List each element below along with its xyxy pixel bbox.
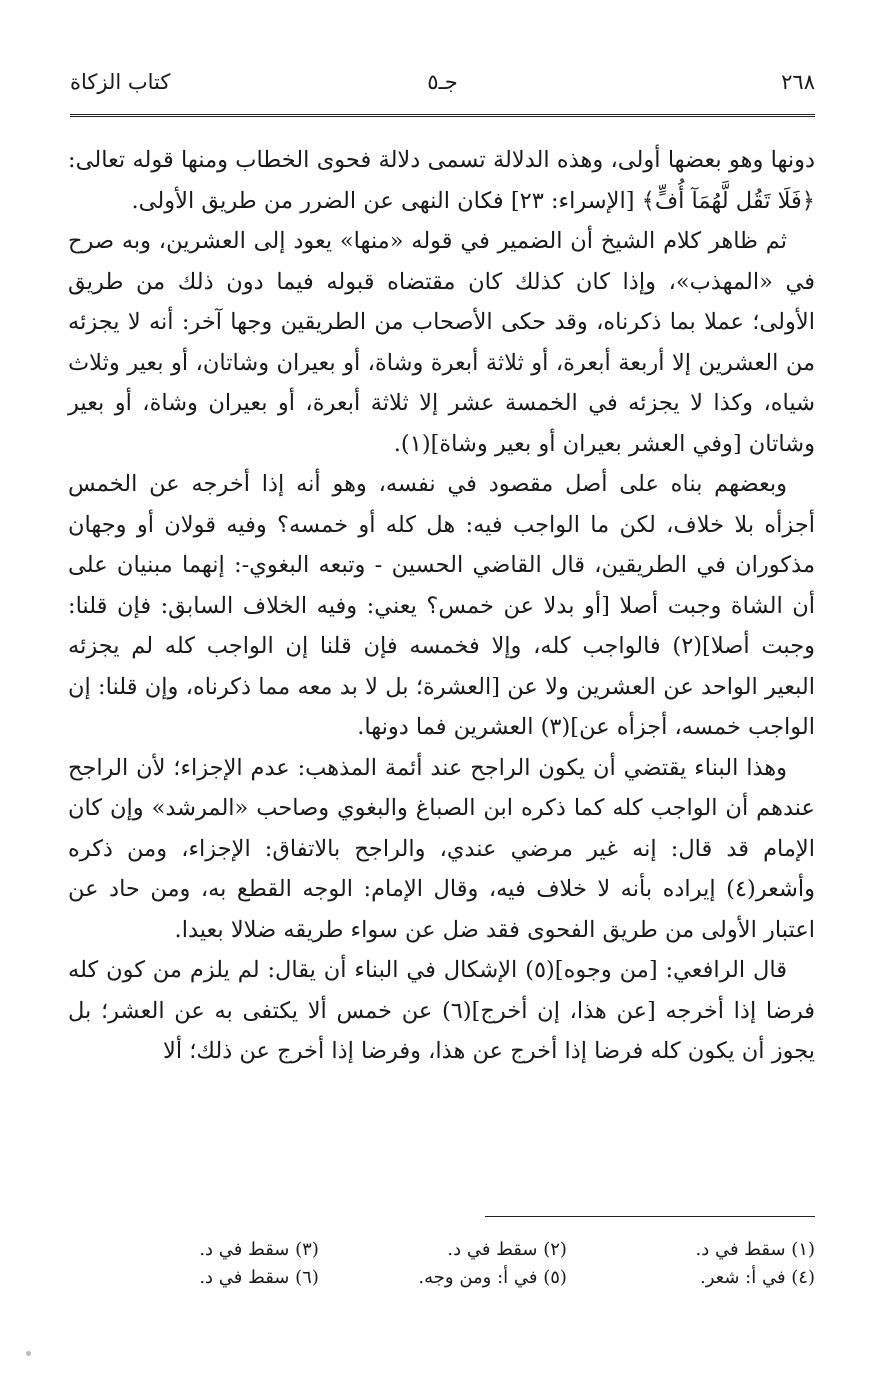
paragraph: ثم ظاهر كلام الشيخ أن الضمير في قوله «منها» يعود إلى العشرين، وبه صرح في «المهذب»، وإذا كان كذلك كان مقتضاه قبوله فيما دون ذلك من طريق الأولى؛ عملا بما ذكرناه، وقد حكى الأصحاب من الطريقين وجها آخر: أنه لا يجزئه من العشرين إلا أربعة أبعرة، أو ثلاثة أبعرة وشاة، أو بعيران وشاتان، أو بعير وثلاث شياه، وكذا لا يجزئه في الخمسة عشر إلا ثلاثة أبعرة، أو بعيران وشاة، أو بعير وشاتان [وفي العشر بعيران أو بعير وشاة](١). (68, 228, 815, 457)
paragraph: دونها وهو بعضها أولى، وهذه الدلالة تسمى دلالة فحوى الخطاب ومنها قوله تعالى: ﴿فَلَا تَقُل لَّهُمَآ أُفٍّ﴾ [الإسراء: ٢٣] فكان النهى عن الضرر من طريق الأولى. (68, 147, 815, 214)
volume-label: جـ٥ (427, 70, 458, 94)
footnote: (٥) في أ: ومن وجه. (418, 1267, 567, 1288)
main-text (68, 140, 815, 1072)
footnote-row (70, 1236, 815, 1264)
footnote: (٦) سقط في د. (199, 1267, 319, 1288)
scan-mark (26, 1351, 31, 1356)
header-rule (70, 114, 815, 117)
footnote: (٣) سقط في د. (199, 1239, 319, 1260)
footnotes (70, 1236, 815, 1292)
footnote: (٤) في أ: شعر. (700, 1267, 815, 1288)
paragraph: قال الرافعي: [من وجوه](٥) الإشكال في البناء أن يقال: لم يلزم من كون كله فرضا إذا أخرجه [عن هذا، إن أخرج](٦) عن خمس ألا يكتفى به عن العشر؛ بل يجوز أن يكون كله فرضا إذا أخرج عن هذا، وفرضا إذا أخرج عن ذلك؛ ألا (68, 957, 815, 1064)
paragraph: وهذا البناء يقتضي أن يكون الراجح عند أئمة المذهب: عدم الإجزاء؛ لأن الراجح عندهم أن الواجب كله كما ذكره ابن الصباغ والبغوي وصاحب «المرشد» وإن كان الإمام قد قال: إنه غير مرضي عندي، والراجح بالاتفاق: الإجزاء، ومن ذكره وأشعر(٤) إيراده بأنه لا خلاف فيه، وقال الإمام: الوجه القطع به، ومن حاد عن اعتبار الأولى من طريق الفحوى فقد ضل عن سواء طريقه ضلالا بعيدا. (68, 754, 815, 943)
page-header (70, 70, 815, 110)
footnote-rule (485, 1216, 815, 1217)
paragraph: وبعضهم بناه على أصل مقصود في نفسه، وهو أنه إذا أخرجه عن الخمس أجزأه بلا خلاف، لكن ما الواجب فيه: هل كله أو خمسه؟ وفيه قولان أو وجهان مذكوران في الطريقين، قال القاضي الحسين - وتبعه البغوي-: إنهما مبنيان على أن الشاة وجبت أصلا [أو بدلا عن خمس؟ يعني: وفيه الخلاف السابق: فإن قلنا: وجبت أصلا](٢) فالواجب كله، وإلا فخمسه فإن قلنا إن الواجب كله لم يجزئه البعير الواحد عن العشرين ولا عن [العشرة؛ بل لا بد معه مما ذكرناه، وإن قلنا: إن الواجب خمسه، أجزأه عن](٣) العشرين فما دونها. (68, 471, 815, 740)
page-number: ٢٦٨ (781, 70, 815, 94)
footnote: (٢) سقط في د. (447, 1239, 567, 1260)
footnote: (١) سقط في د. (695, 1239, 815, 1260)
footnote-row (70, 1264, 815, 1292)
book-title: كتاب الزكاة (70, 70, 171, 94)
